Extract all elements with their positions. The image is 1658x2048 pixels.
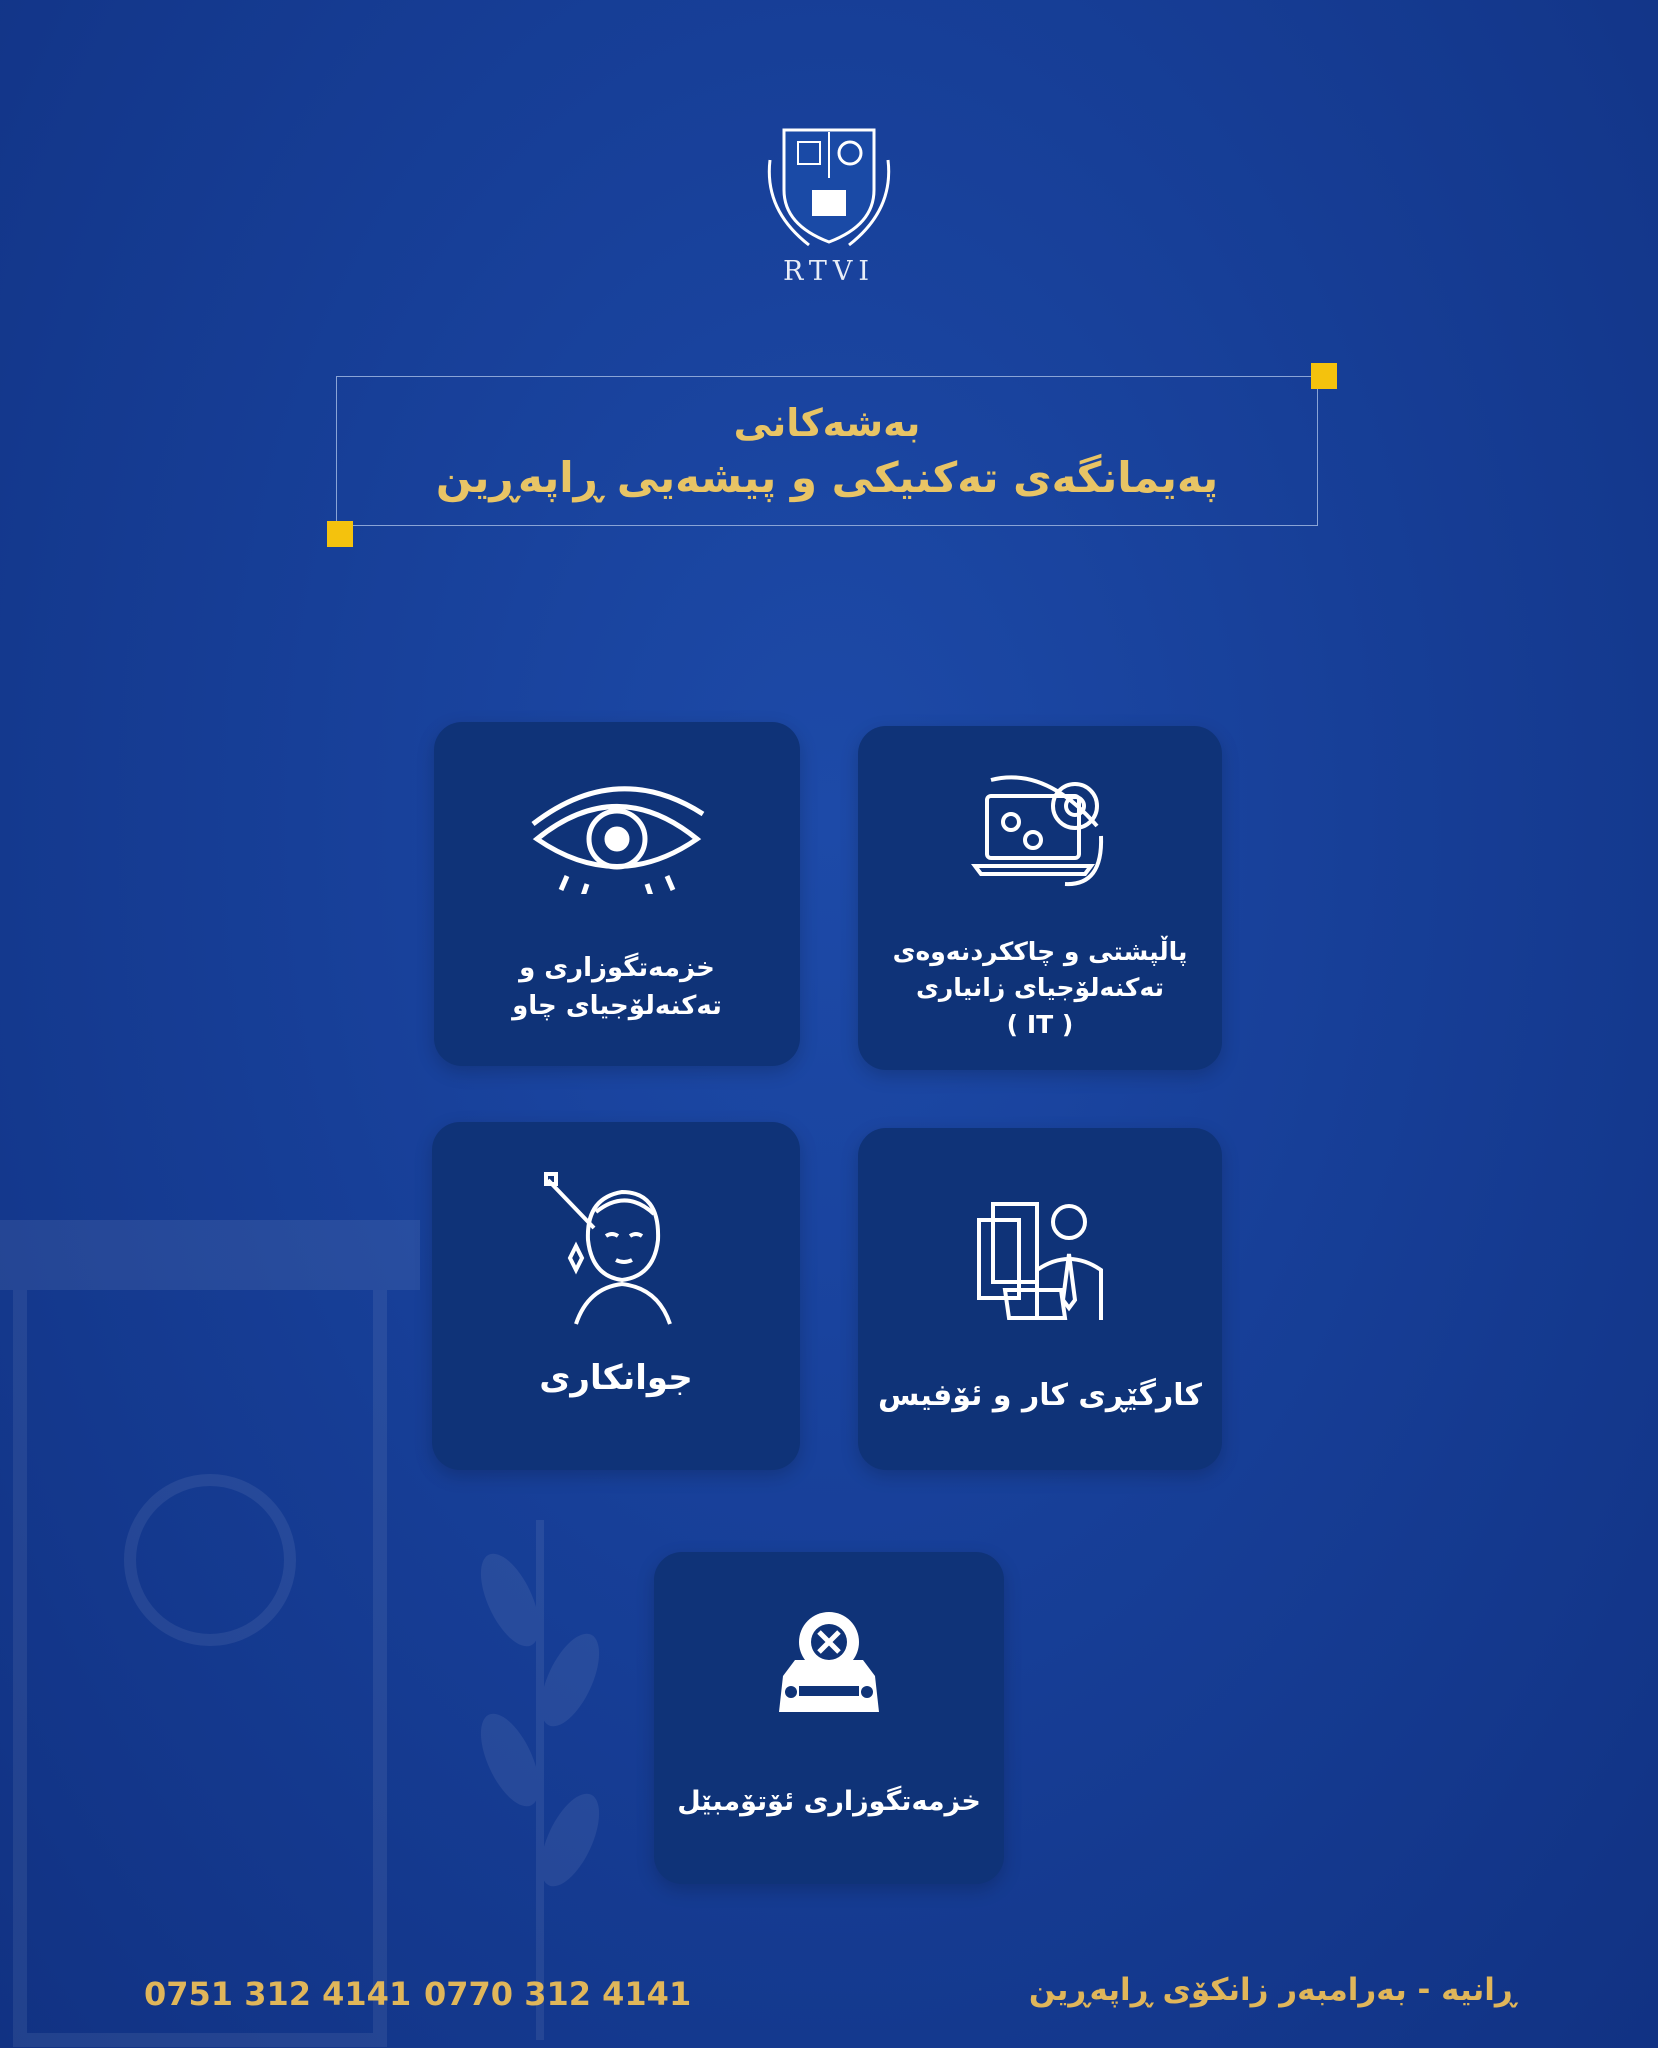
department-label-beauty: جوانکاری [539,1358,693,1398]
shield-emblem-icon [764,120,894,250]
car-service-icon [769,1602,889,1722]
accent-square-top-right [1311,363,1337,389]
department-label-eye: خزمەتگوزاری و تەکنەلۆجیای چاو [512,953,722,1021]
title-frame [336,376,1318,526]
department-card-beauty[interactable] [432,1122,800,1470]
logo-text: RTVI [782,256,876,287]
background-wheat-decoration [470,1480,610,2048]
department-label-car: خزمەتگوزاری ئۆتۆمبێل [677,1786,981,1817]
title-line-2: پەیمانگەی تەکنیکی و پیشەیی ڕاپەڕین [435,453,1219,502]
background-building-decoration [0,1200,460,2048]
department-card-eye[interactable] [434,722,800,1066]
rtvi-logo [764,120,894,290]
phone-number-1[interactable]: 0751 312 4141 [144,1975,412,2013]
phone-number-2[interactable]: 0770 312 4141 [424,1975,692,2013]
accent-square-bottom-left [327,521,353,547]
computer-gears-icon [965,766,1115,896]
department-label-it: پاڵپشتی و چاککردنەوەی تەکنەلۆجیای زانیاری ( IT ) [892,937,1188,1039]
office-worker-icon [965,1190,1115,1330]
beauty-face-icon [536,1168,696,1328]
department-label-office: کارگێڕی کار و ئۆفیس [878,1378,1202,1413]
title-line-1: بەشەکانی [733,401,921,445]
eye-icon [527,784,707,894]
department-card-it[interactable] [858,726,1222,1070]
department-card-car[interactable] [654,1552,1004,1884]
location-text: ڕانیە - بەرامبەر زانکۆی ڕاپەڕین [1028,1972,1516,2008]
department-card-office[interactable] [858,1128,1222,1470]
